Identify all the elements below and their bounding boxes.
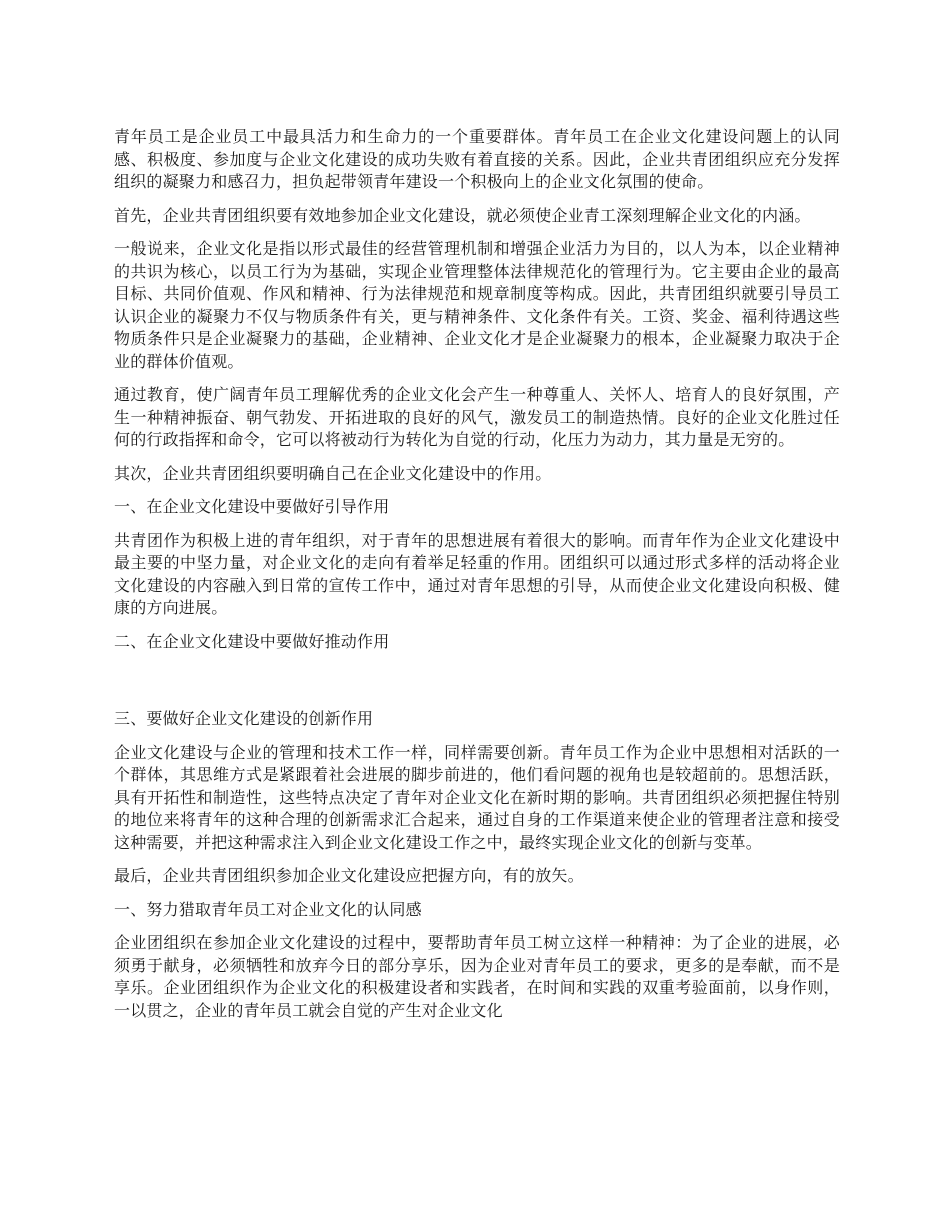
paragraph-culture-definition: 一般说来，企业文化是指以形式最佳的经营管理机制和增强企业活力为目的，以人为本，以企业精神的共识为核心，以员工行为为基础，实现企业管理整体法律规范化的管理行为。它主要由企业的最高目标、共同价值观、作风和精神、行为法律规范和规章制度等构成。因此，共青团组织就要引导员工认识企业的凝聚力不仅与物质条件有关，更与精神条件、文化条件有关。工资、奖金、福利待遇这些物质条件只是企业凝聚力的基础，企业精神、企业文化才是企业凝聚力的根本，企业凝聚力取决于企业的群体价值观。 — [114, 239, 840, 371]
document-body — [114, 126, 840, 1033]
heading-innovation-role: 三、要做好企业文化建设的创新作用 — [114, 709, 374, 728]
paragraph-guiding-role: 共青团作为积极上进的青年组织，对于青年的思想进展有着很大的影响。而青年作为企业文化建设中最主要的中坚力量，对企业文化的走向有着举足轻重的作用。团组织可以通过形式多样的活动将企业文化建设的内容融入到日常的宣传工作中，通过对青年思想的引导，从而使企业文化建设向积极、健康的方向进展。 — [114, 530, 840, 617]
paragraph-identity: 企业团组织在参加企业文化建设的过程中，要帮助青年员工树立这样一种精神：为了企业的进展，必须勇于献身，必须牺牲和放弃今日的部分享乐，因为企业对青年员工的要求，更多的是奉献，而不是享乐。企业团组织作为企业文化的积极建设者和实践者，在时间和实践的双重考验面前，以身作则，一以贯之，企业的青年员工就会自觉的产生对企业文化 — [114, 933, 840, 1020]
heading-guiding-role: 一、在企业文化建设中要做好引导作用 — [114, 497, 390, 516]
paragraph-first-point: 首先，企业共青团组织要有效地参加企业文化建设，就必须使企业青工深刻理解企业文化的内涵。 — [114, 205, 811, 225]
heading-identity: 一、努力猎取青年员工对企业文化的认同感 — [114, 899, 422, 919]
paragraph-second-point: 其次，企业共青团组织要明确自己在企业文化建设中的作用。 — [114, 463, 552, 483]
blank-space — [114, 664, 840, 708]
paragraph-final-point: 最后，企业共青团组织参加企业文化建设应把握方向，有的放矢。 — [114, 866, 584, 885]
paragraph-innovation: 企业文化建设与企业的管理和技术工作一样，同样需要创新。青年员工作为企业中思想相对活跃的一个群体，其思维方式是紧跟着社会进展的脚步前进的，他们看问题的视角也是较超前的。思想活跃，具有开拓性和制造性，这些特点决定了青年对企业文化在新时期的影响。共青团组织必须把握住特别的地位来将青年的这种合理的创新需求汇合起来，通过自身的工作渠道来使企业的管理者注意和接受这种需要，并把这种需求注入到企业文化建设工作之中，最终实现企业文化的创新与变革。 — [114, 742, 840, 852]
heading-promoting-role: 二、在企业文化建设中要做好推动作用 — [114, 631, 390, 651]
paragraph-education: 通过教育，使广阔青年员工理解优秀的企业文化会产生一种尊重人、关怀人、培育人的良好氛围，产生一种精神振奋、朝气勃发、开拓进取的良好的风气，激发员工的制造热情。良好的企业文化胜过任何的行政指挥和命令，它可以将被动行为转化为自觉的行动，化压力为动力，其力量是无穷的。 — [114, 385, 840, 449]
paragraph-intro: 青年员工是企业员工中最具活力和生命力的一个重要群体。青年员工在企业文化建设问题上的认同感、积极度、参加度与企业文化建设的成功失败有着直接的关系。因此，企业共青团组织应充分发挥组织的凝聚力和感召力，担负起带领青年建设一个积极向上的企业文化氛围的使命。 — [114, 127, 840, 191]
